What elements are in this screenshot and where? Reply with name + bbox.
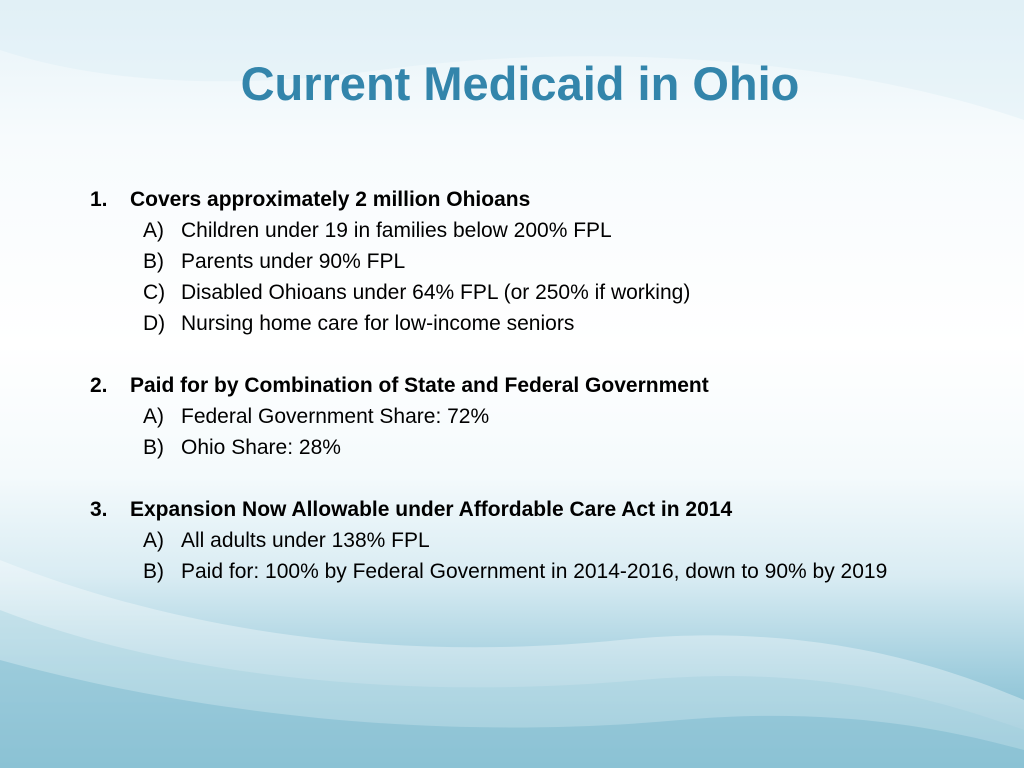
item-heading-row: [90, 184, 990, 215]
item-number: 2.: [90, 374, 108, 397]
item-heading: Paid for by Combination of State and Federal Government: [130, 374, 709, 397]
list-item: [90, 494, 990, 587]
sub-item-letter: B): [143, 436, 164, 459]
sub-item-text: Nursing home care for low-income seniors: [181, 312, 575, 335]
item-heading: Expansion Now Allowable under Affordable Care Act in 2014: [130, 498, 733, 521]
sub-item: [90, 432, 990, 463]
sub-item-letter: B): [143, 250, 164, 273]
list-item: [90, 184, 990, 339]
item-number: 3.: [90, 498, 108, 521]
sub-item: [90, 215, 990, 246]
list-item: [90, 370, 990, 463]
sub-item-letter: D): [143, 312, 166, 335]
item-heading: Covers approximately 2 million Ohioans: [130, 188, 531, 211]
sub-item-letter: A): [143, 405, 164, 428]
sub-item-text: Ohio Share: 28%: [181, 436, 341, 459]
sub-item: [90, 525, 990, 556]
sub-item-text: Parents under 90% FPL: [181, 250, 406, 273]
sub-item-letter: A): [143, 529, 164, 552]
item-heading-row: [90, 370, 990, 401]
sub-item-text: Federal Government Share: 72%: [181, 405, 490, 428]
sub-item-letter: B): [143, 560, 164, 583]
sub-item-letter: C): [143, 281, 166, 304]
sub-item-text: Paid for: 100% by Federal Government in 2014-2016, down to 90% by 2019: [181, 560, 888, 583]
sub-item: [90, 308, 990, 339]
sub-item: [90, 277, 990, 308]
sub-item: [90, 556, 990, 587]
slide-title: Current Medicaid in Ohio: [240, 57, 800, 110]
bullet-list: [90, 184, 990, 618]
sub-item-letter: A): [143, 219, 164, 242]
sub-item-text: Children under 19 in families below 200% FPL: [181, 219, 612, 242]
sub-item: [90, 246, 990, 277]
item-number: 1.: [90, 188, 108, 211]
sub-item-text: Disabled Ohioans under 64% FPL (or 250% if working): [181, 281, 691, 304]
sub-item: [90, 401, 990, 432]
sub-item-text: All adults under 138% FPL: [181, 529, 430, 552]
item-heading-row: [90, 494, 990, 525]
